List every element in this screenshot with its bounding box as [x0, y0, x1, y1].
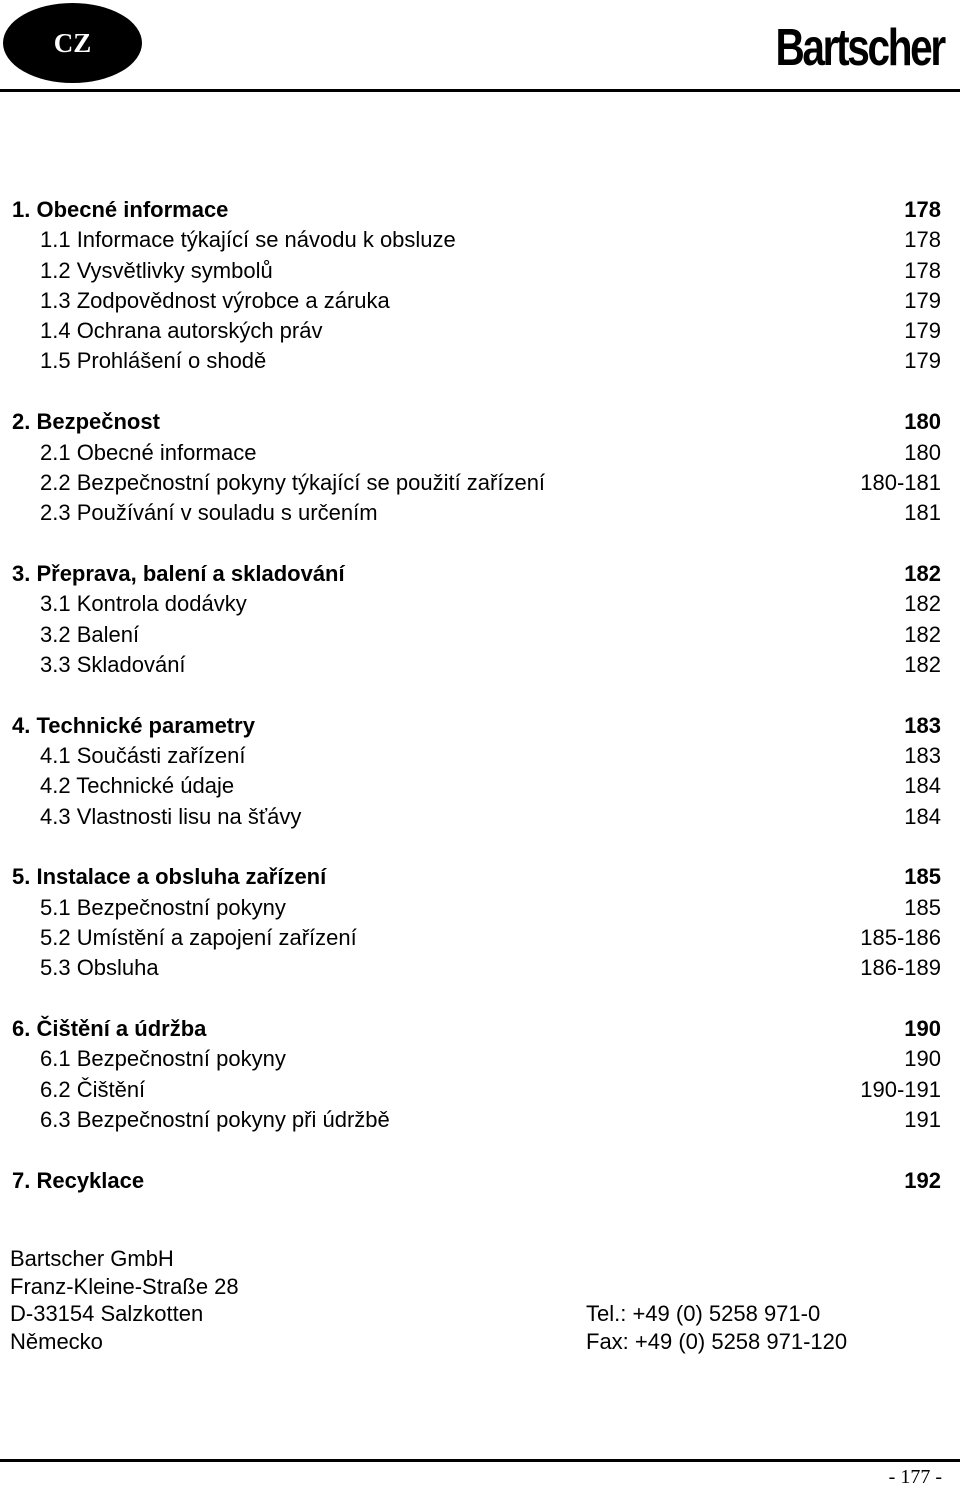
- toc-heading: [0, 559, 960, 589]
- toc-item: [0, 802, 960, 832]
- toc-heading-label: 1. Obecné informace: [12, 197, 229, 222]
- toc-item: [0, 346, 960, 376]
- toc-heading-label: 6. Čištění a údržba: [12, 1016, 207, 1042]
- language-badge: [3, 3, 142, 83]
- page-number: - 177 -: [888, 1466, 942, 1488]
- company-name: Bartscher GmbH: [10, 1246, 174, 1271]
- toc-item: [0, 438, 960, 468]
- toc-item-page: 182: [904, 651, 941, 677]
- toc-heading-label: 7. Recyklace: [12, 1167, 145, 1193]
- toc-item-page: 185: [904, 894, 941, 920]
- toc-item-page: 178: [904, 227, 941, 253]
- toc-item-label: 1.4 Ochrana autorských práv: [40, 318, 323, 344]
- country: Německo: [10, 1328, 103, 1354]
- toc-item: [0, 771, 960, 801]
- address-line: [10, 1300, 950, 1328]
- language-code: CZ: [53, 27, 92, 58]
- address-line: [10, 1245, 950, 1273]
- toc-item-label: 5.1 Bezpečnostní pokyny: [40, 894, 286, 920]
- toc-heading: [0, 195, 960, 225]
- toc-item-page: 179: [904, 318, 941, 344]
- toc-section: [0, 407, 960, 528]
- toc-section: [0, 711, 960, 832]
- street: Franz-Kleine-Straße 28: [10, 1273, 239, 1299]
- toc-section: [0, 1166, 960, 1196]
- toc-item: [0, 1044, 960, 1074]
- toc-item-page: 184: [904, 803, 941, 829]
- toc-heading-page: 180: [904, 409, 941, 435]
- toc-heading-page: 185: [904, 864, 941, 890]
- toc-heading-label: 5. Instalace a obsluha zařízení: [12, 864, 327, 890]
- toc-heading: [0, 711, 960, 741]
- toc-section: [0, 862, 960, 983]
- toc-item-page: 186-189: [860, 955, 941, 981]
- toc-heading-page: 190: [904, 1016, 941, 1042]
- toc-item-page: 191: [904, 1106, 941, 1132]
- toc-item-label: 1.2 Vysvětlivky symbolů: [40, 257, 273, 283]
- toc-item: [0, 316, 960, 346]
- toc-heading-page: 183: [904, 712, 941, 738]
- toc-item: [0, 498, 960, 528]
- toc-item-label: 4.1 Součásti zařízení: [40, 742, 246, 768]
- toc-item-label: 3.1 Kontrola dodávky: [40, 591, 247, 617]
- toc-item-page: 181: [904, 500, 941, 526]
- toc-item: [0, 1075, 960, 1105]
- toc-item: [0, 893, 960, 923]
- toc-item: [0, 741, 960, 771]
- toc-item-label: 6.3 Bezpečnostní pokyny při údržbě: [40, 1106, 390, 1132]
- toc-item-page: 190-191: [860, 1076, 941, 1102]
- footer-rule: [0, 1459, 960, 1462]
- city: D-33154 Salzkotten: [10, 1301, 204, 1326]
- toc-item: [0, 1105, 960, 1135]
- address-line: [10, 1273, 950, 1301]
- toc-item: [0, 650, 960, 680]
- telephone: Tel.: +49 (0) 5258 971-0: [586, 1301, 821, 1326]
- toc-item-page: 180: [904, 439, 941, 465]
- toc-item-page: 182: [904, 621, 941, 647]
- toc-item-label: 6.2 Čištění: [40, 1076, 146, 1102]
- toc-heading: [0, 862, 960, 892]
- toc-item-label: 3.3 Skladování: [40, 651, 186, 677]
- toc-item-page: 190: [904, 1046, 941, 1072]
- toc-item-page: 179: [904, 287, 941, 313]
- toc-item-label: 5.3 Obsluha: [40, 955, 159, 981]
- toc-item-page: 180-181: [860, 469, 941, 495]
- toc-item-page: 179: [904, 348, 941, 374]
- toc-heading: [0, 1014, 960, 1044]
- toc-section: [0, 195, 960, 377]
- company-address: [10, 1245, 950, 1355]
- toc-item: [0, 468, 960, 498]
- toc-heading: [0, 1166, 960, 1196]
- header-rule: [0, 89, 960, 92]
- toc-item-label: 6.1 Bezpečnostní pokyny: [40, 1046, 286, 1072]
- toc-heading-label: 3. Přeprava, balení a skladování: [12, 560, 345, 586]
- toc-item-label: 4.3 Vlastnosti lisu na šťávy: [40, 803, 302, 829]
- toc-item-label: 1.5 Prohlášení o shodě: [40, 348, 267, 374]
- address-line: [10, 1328, 950, 1356]
- toc-item: [0, 923, 960, 953]
- toc-item-page: 185-186: [860, 924, 941, 950]
- toc-item-page: 182: [904, 591, 941, 617]
- toc-heading-page: 178: [904, 197, 941, 222]
- toc-item-label: 2.2 Bezpečnostní pokyny týkající se použití zařízení: [40, 469, 546, 495]
- toc-heading-label: 4. Technické parametry: [12, 712, 255, 738]
- toc-heading-label: 2. Bezpečnost: [12, 409, 160, 435]
- toc-section: [0, 1014, 960, 1135]
- toc-section: [0, 559, 960, 680]
- toc-item: [0, 225, 960, 255]
- fax: Fax: +49 (0) 5258 971-120: [586, 1328, 848, 1354]
- toc-item: [0, 256, 960, 286]
- toc-item: [0, 286, 960, 316]
- toc-item-label: 4.2 Technické údaje: [40, 773, 235, 799]
- toc-item-label: 2.3 Používání v souladu s určením: [40, 500, 378, 526]
- toc-heading-page: 182: [904, 560, 941, 586]
- toc-item-page: 184: [904, 773, 941, 799]
- toc-heading-page: 192: [904, 1167, 941, 1193]
- table-of-contents: [0, 195, 960, 1227]
- toc-item-page: 183: [904, 742, 941, 768]
- toc-item: [0, 589, 960, 619]
- toc-heading: [0, 407, 960, 437]
- toc-item-label: 1.3 Zodpovědnost výrobce a záruka: [40, 287, 390, 313]
- toc-item-label: 2.1 Obecné informace: [40, 439, 257, 465]
- toc-item-label: 1.1 Informace týkající se návodu k obsluze: [40, 227, 456, 253]
- bartscher-logo: [730, 12, 948, 82]
- toc-item: [0, 953, 960, 983]
- logo-wordmark: Bartscher: [775, 19, 944, 77]
- toc-item-label: 5.2 Umístění a zapojení zařízení: [40, 924, 357, 950]
- toc-item: [0, 620, 960, 650]
- toc-item-page: 178: [904, 257, 941, 283]
- toc-item-label: 3.2 Balení: [40, 621, 140, 647]
